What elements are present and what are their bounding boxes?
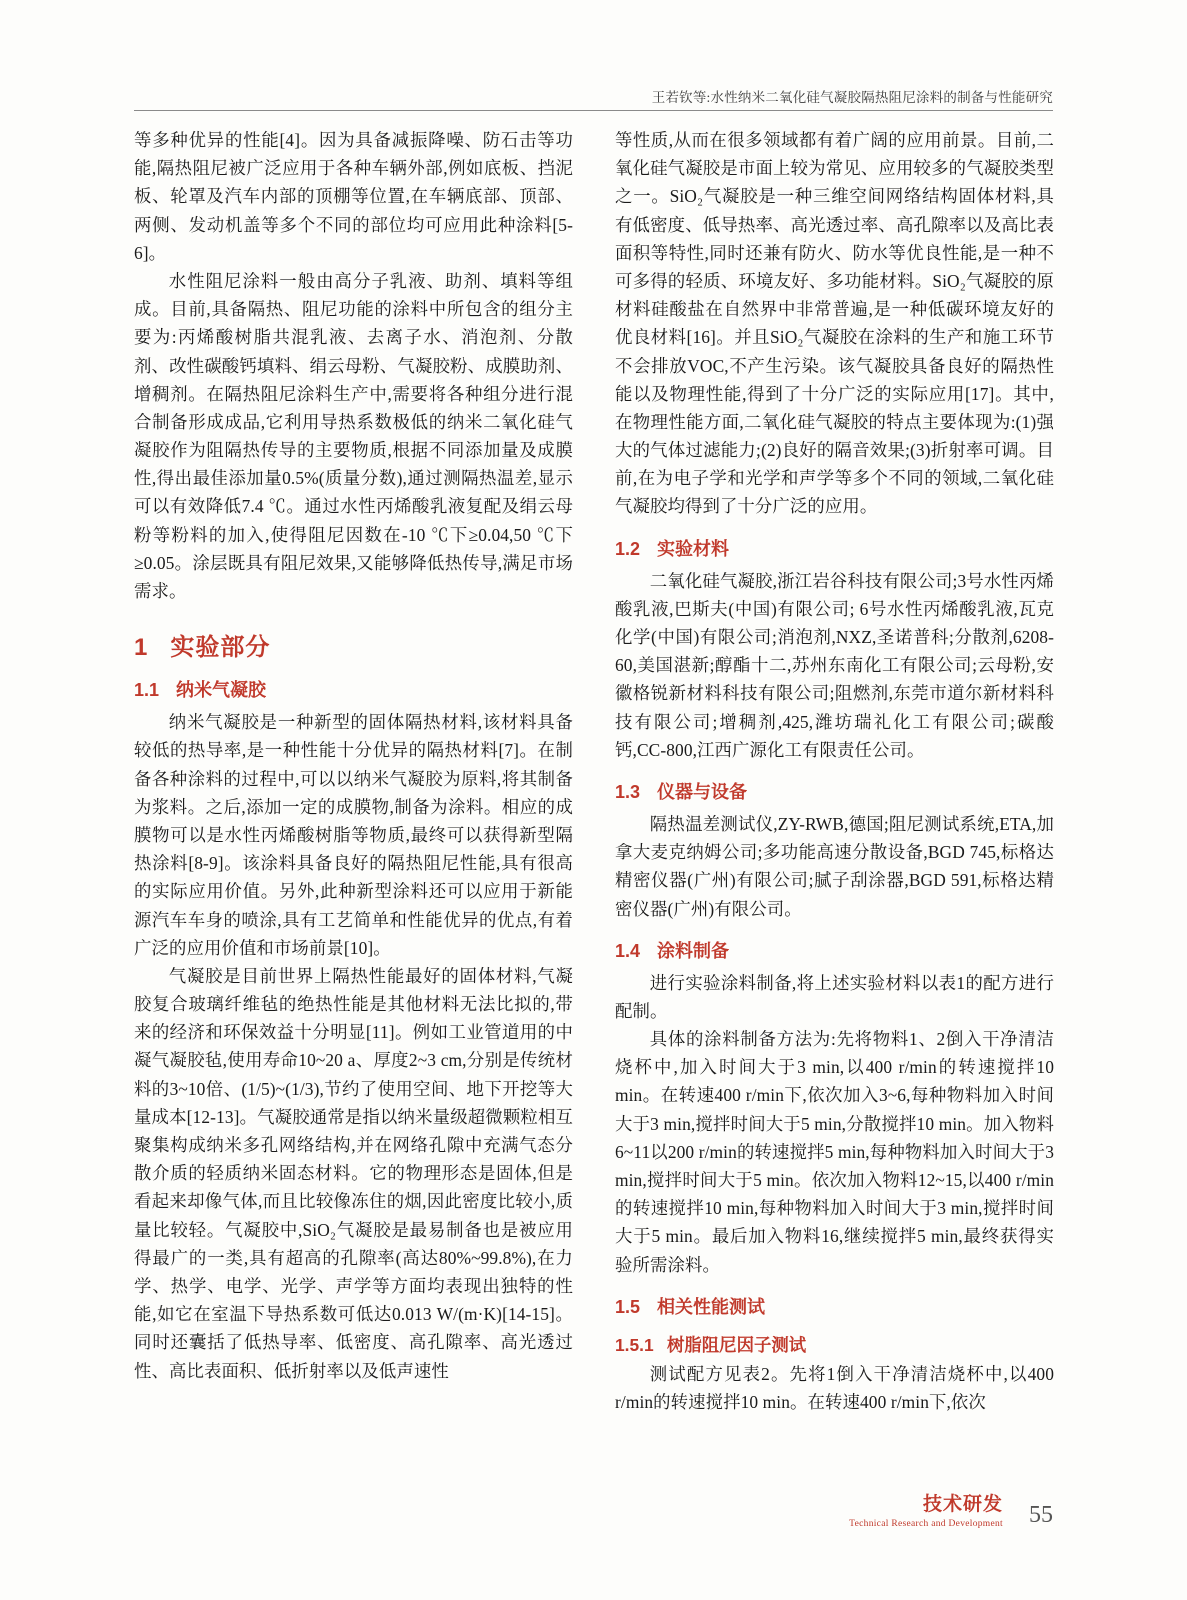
paragraph: 气凝胶是目前世界上隔热性能最好的固体材料,气凝胶复合玻璃纤维毡的绝热性能是其他材料无法比拟的,带来的经济和环保效益十分明显[11]。例如工业管道用的中凝气凝胶毡,使用寿命10~20 a、厚度2~3 cm,分别是传统材料的3~10倍、(1/5)~(1/3),节约了使用空间、地下开挖等大量成本[12-13]。气凝胶通常是指以纳米量级超微颗粒相互聚集构成纳米多孔网络结构,并在网络孔隙中充满气态分散介质的轻质纳米固态材料。它的物理形态是固体,但是看起来却像气体,而且比较像冻住的烟,因此密度比较小,质量比较轻。气凝胶中,SiO₂气凝胶是最易制备也是被应用得最广的一类,具有超高的孔隙率(高达80%~99.8%),在力学、热学、电学、光学、声学等方面均表现出独特的性能,如它在室温下导热系数可低达0.013 W/(m·K)[14-15]。同时还囊括了低热导率、低密度、高孔隙率、高光透过性、高比表面积、低折射率以及低声速性 xyxy=(134,965,573,1381)
footer-row xyxy=(849,1494,1053,1530)
section-title: 实验部分 xyxy=(170,634,271,662)
running-header: 王若钦等:水性纳米二氧化硅气凝胶隔热阻尼涂料的制备与性能研究 xyxy=(651,90,1053,105)
subsection-heading-1-5 xyxy=(615,1293,1054,1319)
paragraph: 进行实验涂料制备,将上述实验材料以表1的配方进行配制。 xyxy=(615,972,1054,1021)
subsection-heading-1-3 xyxy=(615,778,1054,804)
two-column-body xyxy=(134,126,1053,1416)
paragraph: 隔热温差测试仪,ZY-RWB,德国;阻尼测试系统,ETA,加拿大麦克纳姆公司;多功能高速分散设备,BGD 745,标格达精密仪器(广州)有限公司;腻子刮涂器,BGD 591,标格达精密仪器(广州)有限公司。 xyxy=(615,813,1054,919)
footer-section-en: Technical Research and Development xyxy=(849,1519,1003,1530)
subsection-title: 实验材料 xyxy=(657,538,729,559)
page-number: 55 xyxy=(1029,1502,1053,1529)
subsection-number: 1.4 xyxy=(615,940,641,961)
subsection-heading-1-2 xyxy=(615,535,1054,561)
section-number: 1 xyxy=(134,634,149,662)
subsection-title: 涂料制备 xyxy=(657,940,729,961)
subsection-number: 1.3 xyxy=(615,781,641,802)
subsection-number: 1.1 xyxy=(134,680,160,701)
paragraph: 等性质,从而在很多领域都有着广阔的应用前景。目前,二氧化硅气凝胶是市面上较为常见、应用较多的气凝胶类型之一。SiO₂气凝胶是一种三维空间网络结构固体材料,具有低密度、低导热率、高光透过率、高孔隙率以及高比表面积等特性,同时还兼有防火、防水等优良性能,是一种不可多得的轻质、环境友好、多功能材料。SiO₂气凝胶的原材料硅酸盐在自然界中非常普遍,是一种低碳环境友好的优良材料[16]。并且SiO₂气凝胶在涂料的生产和施工环节不会排放VOC,不产生污染。该气凝胶具备良好的隔热性能以及物理性能,得到了十分广泛的实际应用[17]。其中,在物理性能方面,二氧化硅气凝胶的特点主要体现为:(1)强大的气体过滤能力;(2)良好的隔音效果;(3)折射率可调。目前,在为电子学和光学和声学等多个不同的领域,二氧化硅气凝胶均得到了十分广泛的应用。 xyxy=(615,130,1054,517)
header-divider xyxy=(134,110,1053,111)
subsubsection-title: 树脂阻尼因子测试 xyxy=(667,1334,807,1355)
subsection-heading-1-4 xyxy=(615,937,1054,963)
paragraph: 水性阻尼涂料一般由高分子乳液、助剂、填料等组成。目前,具备隔热、阻尼功能的涂料中所包含的组分主要为:丙烯酸树脂共混乳液、去离子水、消泡剂、分散剂、改性碳酸钙填料、绢云母粉、气凝胶粉、成膜助剂、增稠剂。在隔热阻尼涂料生产中,需要将各种组分进行混合制备形成成品,它利用导热系数极低的纳米二氧化硅气凝胶作为阻隔热传导的主要物质,根据不同添加量及成膜性,得出最佳添加量0.5%(质量分数),通过测隔热温差,显示可以有效降低7.4 ℃。通过水性丙烯酸乳液复配及绢云母粉等粉料的加入,使得阻尼因数在-10 ℃下≥0.04,50 ℃下≥0.05。涂层既具有阻尼效果,又能够降低热传导,满足市场需求。 xyxy=(134,270,573,601)
paragraph: 具体的涂料制备方法为:先将物料1、2倒入干净清洁烧杯中,加入时间大于3 min,以400 r/min的转速搅拌10 min。在转速400 r/min下,依次加入3~6,每种物料加入时间大于3 min,搅拌时间大于5 min,分散搅拌10 min。加入物料6~11以200 r/min的转速搅拌5 min,每种物料加入时间大于3 min,搅拌时间大于5 min。依次加入物料12~15,以400 r/min的转速搅拌10 min,每种物料加入时间大于3 min,搅拌时间大于5 min。最后加入物料16,继续搅拌5 min,最终获得实验所需涂料。 xyxy=(615,1029,1054,1275)
subsubsection-number: 1.5.1 xyxy=(615,1334,654,1355)
paragraph: 二氧化硅气凝胶,浙江岩谷科技有限公司;3号水性丙烯酸乳液,巴斯夫(中国)有限公司; 6号水性丙烯酸乳液,瓦克化学(中国)有限公司;消泡剂,NXZ,圣诺普科;分散剂,6208-60,美国湛新;醇酯十二,苏州东南化工有限公司;云母粉,安徽格锐新材料科技有限公司;阻燃剂,东莞市道尔新材料科技有限公司;增稠剂,425,潍坊瑞礼化工有限公司;碳酸钙,CC-800,江西广源化工有限责任公司。 xyxy=(615,570,1054,760)
subsection-number: 1.5 xyxy=(615,1296,641,1317)
subsection-title: 仪器与设备 xyxy=(657,781,747,802)
left-column xyxy=(134,126,573,1416)
section-heading-1 xyxy=(134,627,573,662)
paragraph: 等多种优异的性能[4]。因为具备减振降噪、防石击等功能,隔热阻尼被广泛应用于各种车辆外部,例如底板、挡泥板、轮罩及汽车内部的顶棚等位置,在车辆底部、顶部、两侧、发动机盖等多个不同的部位均可应用此种涂料[5-6]。 xyxy=(134,130,573,263)
paragraph: 纳米气凝胶是一种新型的固体隔热材料,该材料具备较低的热导率,是一种性能十分优异的隔热材料[7]。在制备各种涂料的过程中,可以以纳米气凝胶为原料,将其制备为浆料。之后,添加一定的成膜物,制备为涂料。相应的成膜物可以是水性丙烯酸树脂等物质,最终可以获得新型隔热涂料[8-9]。该涂料具备良好的隔热阻尼性能,具有很高的实际应用价值。另外,此种新型涂料还可以应用于新能源汽车车身的喷涂,具有工艺简单和性能优异的优点,有着广泛的应用价值和市场前景[10]。 xyxy=(134,712,573,958)
right-column xyxy=(615,126,1054,1416)
paragraph: 测试配方见表2。先将1倒入干净清洁烧杯中,以400 r/min的转速搅拌10 min。在转速400 r/min下,依次 xyxy=(615,1363,1054,1412)
page-footer xyxy=(849,1494,1053,1530)
subsection-heading-1-5-1 xyxy=(615,1331,1054,1356)
footer-section-label xyxy=(849,1494,1003,1530)
subsection-heading-1-1 xyxy=(134,676,573,702)
subsection-number: 1.2 xyxy=(615,538,641,559)
footer-section-cn: 技术研发 xyxy=(922,1494,1003,1516)
subsection-title: 纳米气凝胶 xyxy=(176,680,266,701)
subsection-title: 相关性能测试 xyxy=(657,1296,765,1317)
